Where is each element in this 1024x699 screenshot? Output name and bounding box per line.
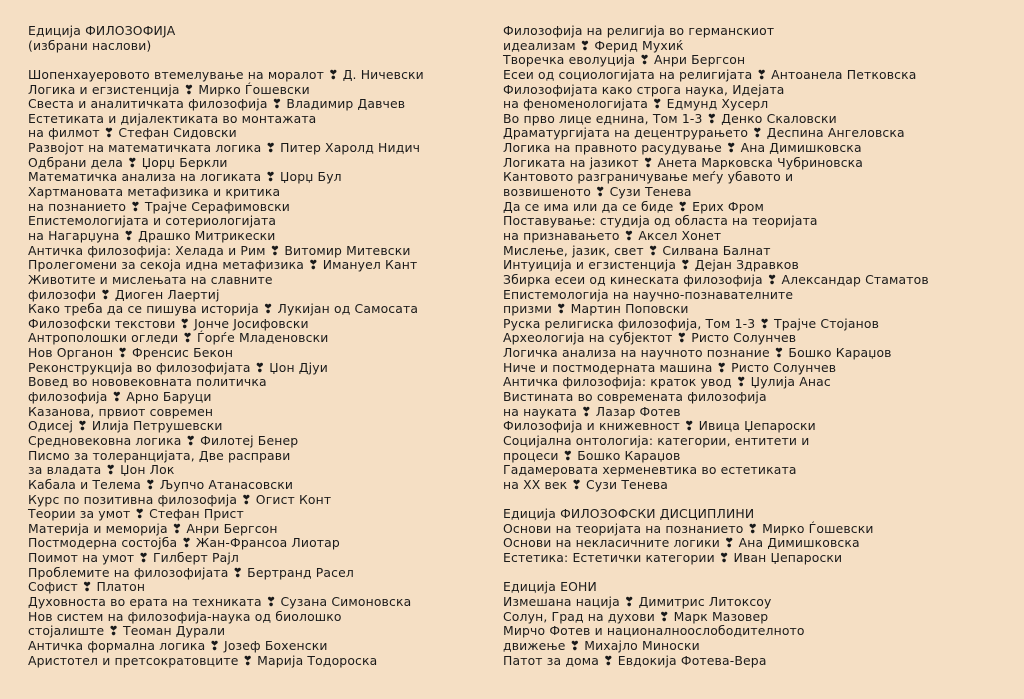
catalog-entry: возвишеното ❣ Сузи Тенева (503, 184, 692, 200)
section-subheading: (избрани наслови) (28, 37, 152, 53)
catalog-entry: филозофи ❣ Диоген Лаертиј (28, 286, 220, 302)
catalog-entry: Измешана нација ❣ Димитрис Литоксоу (503, 593, 772, 609)
catalog-entry: Антрополошки огледи ❣ Ѓорѓе Младеновски (28, 330, 329, 346)
catalog-entry: Курс по позитивна филозофија ❣ Огист Конт (28, 491, 332, 507)
catalog-entry: Античка формална логика ❣ Јозеф Бохенски (28, 637, 328, 653)
catalog-entry: на XX век ❣ Сузи Тенева (503, 476, 669, 492)
catalog-entry: движење ❣ Михајло Миноски (503, 637, 700, 653)
catalog-entry: Логика и егзистенција ❣ Мирко Ѓошевски (28, 81, 310, 97)
catalog-entry: Ниче и постмодерната машина ❣ Ристо Солунчев (503, 359, 837, 375)
catalog-entry: Нов Органон ❣ Френсис Бекон (28, 345, 234, 361)
catalog-entry: Кабала и Телема ❣ Љупчо Атанасовски (28, 476, 294, 492)
catalog-entry: процеси ❣ Бошко Караџов (503, 447, 681, 463)
catalog-entry: Интуиција и егзистенција ❣ Дејан Здравков (503, 257, 799, 273)
catalog-entry: Како треба да се пишува историја ❣ Лукијан од Самосата (28, 301, 419, 317)
catalog-entry: Социјална онтологија: категории, ентитети и (503, 432, 810, 448)
catalog-entry: Нов систем на филозофија-наука од биолошко (28, 608, 342, 624)
catalog-entry: Средновековна логика ❣ Филотеј Бенер (28, 432, 299, 448)
catalog-entry: Античка филозофија: краток увод ❣ Џулија Анас (503, 374, 831, 390)
catalog-entry: Античка филозофија: Хелада и Рим ❣ Витомир Митевски (28, 242, 411, 258)
catalog-entry: Мирчо Фотев и националноослободителното (503, 623, 805, 639)
catalog-entry: Да се има или да се биде ❣ Ерих Фром (503, 198, 764, 214)
catalog-entry: на Нагарџуна ❣ Драшко Митрикески (28, 227, 276, 243)
catalog-entry: Епистемологија на научно-познавателните (503, 286, 794, 302)
section-heading-filozofija: Едиција ФИЛОЗОФИЈА (28, 23, 176, 38)
section-heading-eoni: Едиција ЕОНИ (503, 579, 597, 595)
catalog-entry: Теории за умот ❣ Стефан Прист (28, 506, 244, 522)
catalog-entry: Основи на теоријата на познанието ❣ Мирко Ѓошевски (503, 520, 874, 536)
catalog-entry: Свеста и аналитичката филозофија ❣ Владимир Давчев (28, 96, 406, 112)
catalog-entry: Естетиката и дијалектиката во монтажата (28, 110, 317, 126)
catalog-entry: Археологија на субјектот ❣ Ристо Солунчев (503, 330, 797, 346)
catalog-entry: на феноменологијата ❣ Едмунд Хусерл (503, 96, 769, 112)
spacer (503, 566, 1003, 581)
catalog-entry: Руска религиска филозофија, Том 1-3 ❣ Трајче Стојанов (503, 315, 880, 331)
catalog-entry: Постмодерна состојба ❣ Жан-Франсоа Лиотар (28, 535, 340, 551)
disciplini-entry-list (503, 522, 1003, 566)
catalog-entry: Животите и мислењата на славните (28, 271, 273, 287)
catalog-entry: Основи на некласичните логики ❣ Ана Димишковска (503, 535, 860, 551)
catalog-entry: Развојот на математичката логика ❣ Питер Харолд Нидич (28, 140, 421, 156)
catalog-entry: Естетика: Естетички категории ❣ Иван Џепароски (503, 550, 843, 566)
catalog-entry: Филозофија и книжевност ❣ Ивица Џепароски (503, 418, 816, 434)
catalog-entry: Одисеј ❣ Илија Петрушевски (28, 418, 223, 434)
catalog-entry: Драматургијата на децентрурањето ❣ Деспина Ангеловска (503, 125, 905, 141)
catalog-entry: Материја и меморија ❣ Анри Бергсон (28, 520, 278, 536)
left-column (28, 24, 488, 668)
catalog-entry: Писмо за толеранцијата, Две расправи (28, 447, 291, 463)
catalog-entry: Солун, Град на духови ❣ Марк Мазовер (503, 608, 769, 624)
catalog-entry: идеализам ❣ Ферид Мухиќ (503, 37, 684, 53)
catalog-entry: Одбрани дела ❣ Џорџ Беркли (28, 154, 228, 170)
catalog-entry: Духовноста во ерата на техниката ❣ Сузана Симоновска (28, 593, 412, 609)
catalog-entry: на познанието ❣ Трајче Серафимовски (28, 198, 290, 214)
catalog-entry: Поимот на умот ❣ Гилберт Рајл (28, 550, 239, 566)
catalog-entry: Софист ❣ Платон (28, 579, 146, 595)
catalog-entry: стојалиште ❣ Теоман Дурали (28, 623, 226, 639)
right-entry-list (503, 24, 1003, 493)
catalog-entry: Филозофски текстови ❣ Јонче Јосифовски (28, 315, 309, 331)
catalog-entry: Епистемологијата и сотериологијата (28, 213, 277, 229)
catalog-entry: Поставување: студија од областа на теоријата (503, 213, 818, 229)
catalog-entry: Логичка анализа на научното познание ❣ Бошко Караџов (503, 345, 892, 361)
catalog-entry: Филозофија на религија во германскиот (503, 23, 775, 38)
catalog-entry: за владата ❣ Џон Лок (28, 462, 175, 478)
right-column (503, 24, 1003, 668)
catalog-entry: Збирка есеи од кинеската филозофија ❣ Александар Стаматов (503, 271, 929, 287)
catalog-entry: Казанова, првиот современ (28, 403, 214, 419)
left-entry-list (28, 68, 488, 668)
catalog-entry: Творечка еволуција ❣ Анри Бергсон (503, 52, 746, 68)
section-heading-disciplini: Едиција ФИЛОЗОФСКИ ДИСЦИПЛИНИ (503, 506, 755, 522)
catalog-entry: Во прво лице еднина, Том 1-3 ❣ Денко Скаловски (503, 110, 837, 126)
catalog-entry: Кантовото разграничување меѓу убавото и (503, 169, 794, 185)
catalog-entry: Мислење, јазик, свет ❣ Силвана Балнат (503, 242, 771, 258)
catalog-entry: Хартмановата метафизика и критика (28, 184, 281, 200)
catalog-entry: Вовед во нововековната политичка (28, 374, 267, 390)
spacer (503, 493, 1003, 508)
catalog-entry: на признавањето ❣ Аксел Хонет (503, 227, 722, 243)
catalog-entry: Патот за дома ❣ Евдокија Фотева-Вера (503, 652, 767, 668)
catalog-entry: Логика на правното расудување ❣ Ана Димишковска (503, 140, 862, 156)
spacer (28, 53, 488, 68)
catalog-entry: Математичка анализа на логиката ❣ Џорџ Бул (28, 169, 342, 185)
catalog-entry: Реконструкција во филозофијата ❣ Џон Дјуи (28, 359, 328, 375)
catalog-entry: призми ❣ Мартин Поповски (503, 301, 689, 317)
catalog-entry: Аристотел и претсократовците ❣ Марија Тодороска (28, 652, 378, 668)
catalog-entry: Пролегомени за секоја идна метафизика ❣ Имануел Кант (28, 257, 418, 273)
catalog-entry: на науката ❣ Лазар Фотев (503, 403, 681, 419)
catalog-entry: Есеи од социологијата на религијата ❣ Антоанела Петковска (503, 66, 917, 82)
catalog-entry: Гадамеровата херменевтика во естетиката (503, 462, 797, 478)
catalog-entry: Шопенхауеровото втемелување на моралот ❣ Д. Ничевски (28, 66, 424, 82)
catalog-entry: Филозофијата како строга наука, Идејата (503, 81, 785, 97)
catalog-entry: Проблемите на филозофијата ❣ Бертранд Расел (28, 564, 354, 580)
catalog-entry: на филмот ❣ Стефан Сидовски (28, 125, 237, 141)
catalog-entry: Логиката на јазикот ❣ Анета Марковска Чубриновска (503, 154, 864, 170)
catalog-entry: филозофија ❣ Арно Баруци (28, 389, 212, 405)
catalog-entry: Вистината во современата филозофија (503, 389, 767, 405)
eoni-entry-list (503, 595, 1003, 668)
